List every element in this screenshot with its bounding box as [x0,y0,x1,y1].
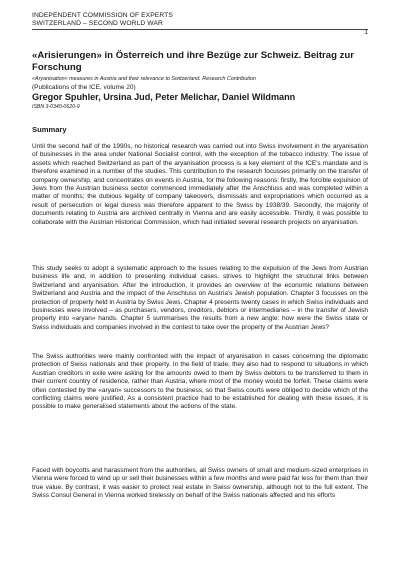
document-title: «Arisierungen» in Österreich und ihre Bezüge zur Schweiz. Beitrag zur Forschung [32,50,354,74]
paragraph: Until the second half of the 1990s, no historical research was carried out into Swiss involvement in the aryanisation of businesses in the area under National Socialist control, with the exception of the tobacco industry. The issue of assets which reached Switzerland as part of the aryanisation process is a key element of the ICE's mandate and is therefore examined in a number of the studies. This contribution to the research focusses primarily on the transfer of company ownership, and concentrates on events in Austria, for the following reasons: firstly, the forcible expulsion of Jews from the Austrian business sector commenced immediately after the Anschluss and was completed within a matter of months; the dubious legality of company takeovers, dismissals and expropriations which occurred as a result of persecution or legal duress was therefore apparent to the Swiss by 1938/39. Secondly, the majority of documents relating to Austria are archived centrally in Vienna and are easily accessible. Thirdly, it was possible to collaborate with the Austrian Historical Commission, which had initiated several research projects on aryanisation. [32,143,368,226]
page-number: 1 [364,29,368,36]
authors: Gregor Spuhler, Ursina Jud, Peter Melichar, Daniel Wildmann [32,92,296,102]
section-heading-summary: Summary [32,125,67,134]
paragraph: This study seeks to adopt a systematic approach to the issues relating to the expulsion of the Jews from Austrian business life and, in addition to presenting individual cases, strives to highlight the structural links between Switzerland and aryanisation. After the introduction, it provides an overview of the economic relations between Switzerland and Austria and the impact of the Anschluss on Austria's Jewish population. Chapter 3 focusses on the protection of property held in Austria by Swiss Jews. Chapter 4 presents twenty cases in which Swiss individuals and businesses were involved – as purchasers, vendors, creditors, debtors or intermediaries – in the transfer of Jewish property into «aryan» hands. Chapter 5 summarises the results from a new angle: how were the Swiss state or Swiss individuals and companies involved in the contest to take over the property of the Austrian Jews? [32,265,368,331]
header-line-subtitle: SWITZERLAND – SECOND WORLD WAR [32,20,163,28]
english-subtitle: «Aryanisation» measures in Austria and their relevance to Switzerland. Research Contribution [32,76,256,82]
paragraph: The Swiss authorities were mainly confronted with the impact of aryanisation in cases concerning the diplomatic protection of Swiss nationals and their property. In the field of trade, they also had to respond to situations in which Austrian creditors in exile were asking for the amounts owed to them by Swiss debtors to be transferred to them in their current country of residence, rather than Austria, where most of the money would be forfeit. These claims were often contested by the «aryan» successors to the business, so that Swiss courts were obliged to decide which of the conflicting claims were justified. As a consistent practice had to be established for dealing with these issues, it is possible to make generalised statements about the actions of the state. [32,353,368,411]
isbn: ISBN 3-0340-0620-9 [32,104,80,110]
running-header [32,12,368,29]
paragraph: Faced with boycotts and harassment from the authorities, all Swiss owners of small and medium-sized enterprises in Vienna were forced to wind up or sell their businesses within a few months and were paid far less for them than their true value. By contrast, it was easier to protect real estate in Swiss ownership, although not to the full extent. The Swiss Consul General in Vienna worked tirelessly on behalf of the Swiss nationals affected and his efforts [32,467,368,500]
header-rule [32,29,368,30]
header-line-commission: INDEPENDENT COMMISSION OF EXPERTS [32,12,173,19]
publication-note: (Publications of the ICE, volume 20) [32,84,136,91]
